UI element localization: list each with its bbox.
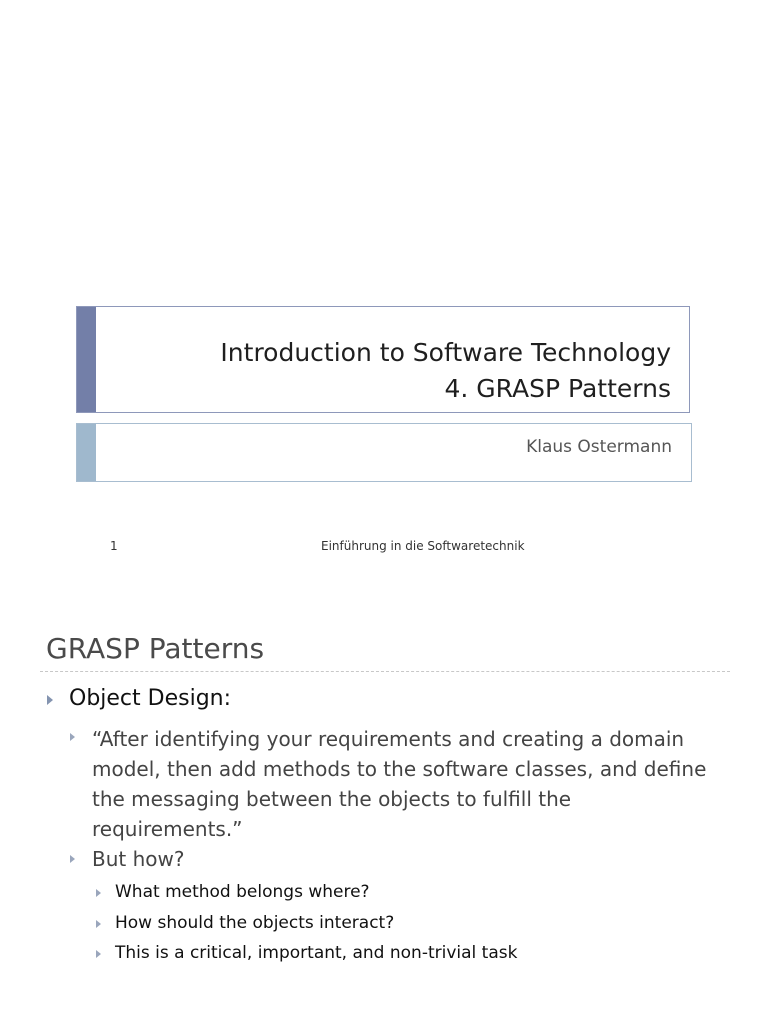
title-box [76,306,690,413]
quote-text: “After identifying your requirements and creating a domain model, then add methods to the software classes, and define the messaging between the objects to fulfill the requirements.” [92,727,707,841]
title-accent-bar [77,307,96,412]
bullet-arrow-icon [96,950,101,958]
bullet-object-design [47,686,231,711]
sub-bullet [96,943,517,963]
author-name: Klaus Ostermann [526,437,672,457]
sub-bullet [96,913,394,933]
footer-text: Einführung in die Softwaretechnik [321,539,525,553]
bullet-arrow-icon [96,889,101,897]
page-title: GRASP Patterns [46,632,265,665]
content-slide [0,580,768,1024]
bullet-arrow-icon [70,733,75,741]
title-line-1: Introduction to Software Technology [220,338,671,367]
bullet-quote [70,724,710,844]
title-line-2: 4. GRASP Patterns [444,374,671,403]
subtitle-box [76,423,692,482]
bullet-arrow-icon [96,920,101,928]
sub-bullet-text: How should the objects interact? [115,913,395,933]
page-number: 1 [110,539,118,553]
bullet-but-how [70,847,184,871]
sub-bullet-text: This is a critical, important, and non-trivial task [115,943,518,963]
bullet-text: But how? [92,847,185,871]
sub-bullet [96,882,370,902]
bullet-arrow-icon [70,855,75,863]
bullet-arrow-icon [47,695,53,705]
slide-title [220,335,671,407]
sub-bullet-text: What method belongs where? [115,882,370,902]
subtitle-accent-bar [77,424,96,481]
title-divider [40,671,730,672]
bullet-text: Object Design: [69,686,232,711]
